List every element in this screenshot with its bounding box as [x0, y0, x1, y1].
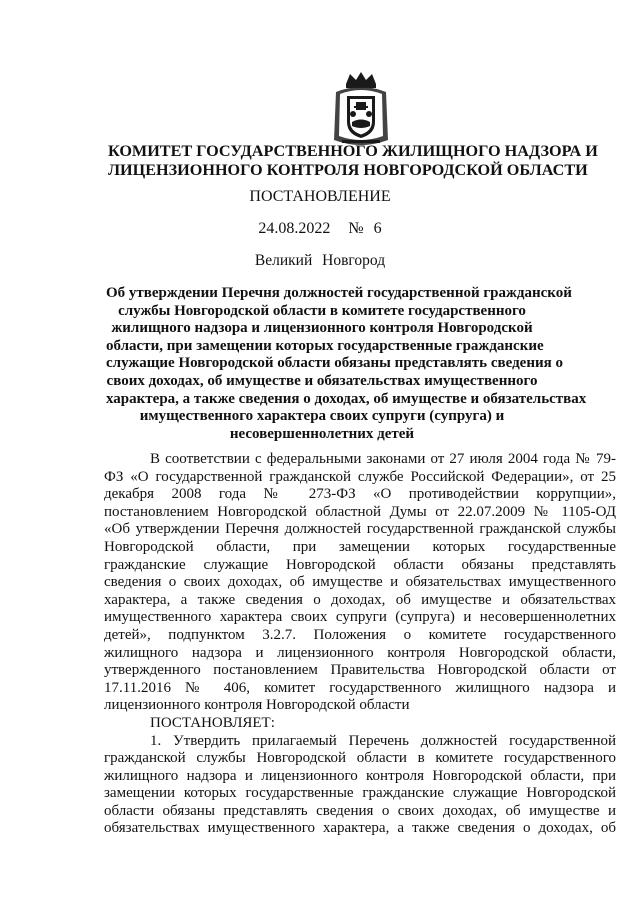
document-place: [0, 252, 640, 270]
preamble-line: Новгородской области, при замещении которых государственные: [104, 538, 616, 555]
subject-line: области, при замещении которых государственные гражданские: [106, 337, 544, 354]
preamble-line: утвержденного постановлением Правительства Новгородской области от: [104, 662, 616, 679]
subject-line: службы Новгородской области в комитете государственного: [118, 302, 526, 319]
preamble-line: постановлением Новгородской областной Думы от 22.07.2009 № 1105-ОД: [104, 503, 616, 520]
subject-line: Об утверждении Перечня должностей государственной гражданской: [106, 285, 572, 301]
subject-line: характера, а также сведения о доходах, об имуществе и обязательствах: [106, 390, 587, 407]
preamble-line: имущественного характера своих супруги (супруга) и несовершеннолетних: [104, 609, 616, 626]
item-1-line: гражданской службы Новгородской области в комитете государственного: [104, 750, 616, 767]
subject-line: несовершеннолетних детей: [229, 425, 415, 442]
item-1-line: замещении которых государственные гражданские служащие Новгородской: [104, 785, 616, 802]
committee-name-line: ЛИЦЕНЗИОННОГО КОНТРОЛЯ НОВГОРОДСКОЙ ОБЛАСТИ: [108, 161, 588, 179]
place-word: Новгород: [322, 252, 386, 269]
item-1-line: 1. Утвердить прилагаемый Перечень должностей государственной: [150, 732, 616, 749]
document-body: [104, 451, 616, 838]
preamble-line: В соответствии с федеральными законами от 27 июля 2004 года № 79-: [150, 451, 616, 467]
document-type: ПОСТАНОВЛЕНИЕ: [249, 188, 391, 205]
item-1-line: области обязаны представлять сведения о своих доходах, об имуществе и: [104, 802, 616, 819]
preamble-line: сведения о своих доходах, об имуществе и обязательствах имущественного: [104, 574, 616, 591]
committee-name: [108, 142, 598, 180]
decree-word: ПОСТАНОВЛЯЕТ:: [150, 714, 275, 731]
document-date: 24.08.2022: [258, 220, 331, 237]
preamble-line: 17.11.2016 № 406, комитет государственного жилищного надзора и: [104, 679, 616, 696]
committee-name-line: КОМИТЕТ ГОСУДАРСТВЕННОГО ЖИЛИЩНОГО НАДЗОРА И: [108, 142, 598, 160]
document-subject: [106, 285, 587, 443]
item-1-line: жилищного надзора и лицензионного контроля Новгородской области, при: [104, 767, 616, 784]
document-number: 6: [373, 220, 382, 237]
subject-line: своих доходах, об имуществе и обязательствах имущественного: [106, 372, 538, 389]
preamble-line: «Об утверждении Перечня должностей государственной гражданской службы: [104, 521, 616, 538]
place-word: Великий: [254, 252, 313, 269]
preamble-line: лицензионного контроля Новгородской области: [104, 697, 410, 714]
item-1-line: обязательствах имущественного характера, а также сведения о доходах, об: [104, 820, 616, 837]
subject-line: имущественного характера своих супруги (супруга) и: [139, 408, 505, 425]
subject-line: служащие Новгородской области обязаны представлять сведения о: [106, 355, 563, 372]
preamble-line: жилищного надзора и лицензионного контроля Новгородской области,: [104, 644, 616, 661]
novgorod-coat-of-arms-icon: [330, 70, 392, 150]
subject-line: жилищного надзора и лицензионного контроля Новгородской: [111, 320, 533, 337]
document-date-number: [0, 220, 640, 238]
preamble-line: гражданские служащие Новгородской области обязаны представлять: [104, 556, 616, 573]
preamble-line: характера, а также сведения о доходах, об имуществе и обязательствах: [104, 591, 616, 608]
preamble-line: ФЗ «О государственной гражданской службе Российской Федерации», от 25: [104, 468, 616, 485]
preamble-line: декабря 2008 года № 273-ФЗ «О противодействии коррупции»,: [104, 486, 616, 503]
number-sign: №: [348, 220, 364, 237]
preamble-line: детей», подпунктом 3.2.7. Положения о комитете государственного: [104, 626, 616, 643]
